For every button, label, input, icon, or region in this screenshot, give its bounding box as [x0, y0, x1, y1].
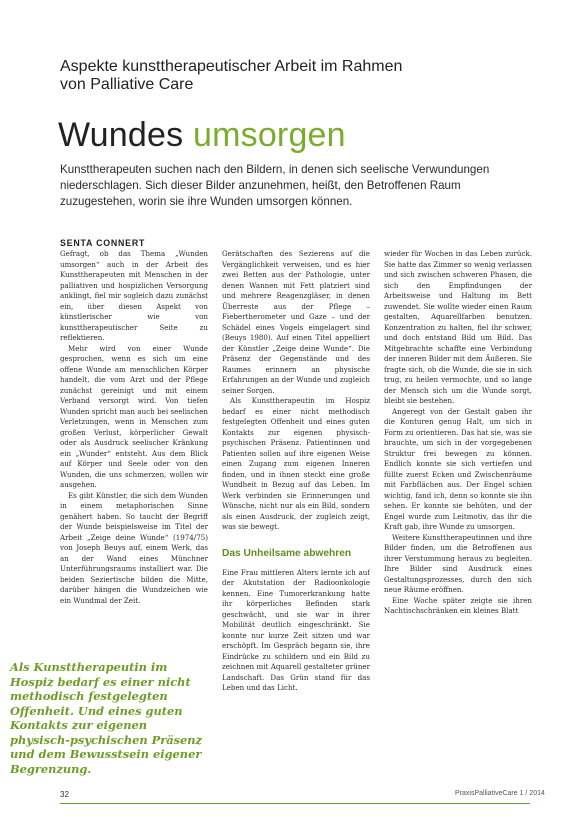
article-title: [58, 116, 346, 154]
col2-paragraph-1: Gerätschaften des Sezierens auf die Vergänglichkeit verweisen, und es hier zwei Betten aus der Pathologie, unter denen Wannen mit Fett platziert sind und mehrere Reagenzgläser, in denen Überreste aus der Pflege – Fiebertherometer und Gaze – und der Schädel eines Vogels eingelagert sind (Beuys 1980). Auf einen Titel appelliert der Künstler „Zeige deine Wunde“. Die Präsenz der Gegenstände und des Raumes erinnern an physische Erfahrungen an der Wunde und zugleich seiner Sorgen.: [222, 249, 370, 395]
pull-quote: Als Kunsttherapeutin im Hospiz bedarf es einer nicht methodisch festgelegten Offenheit. Und eines guten Kontakts zur eigenen physisch-psychischen Präsenz und dem Bewusstsein eigener Begrenzung.: [10, 660, 202, 776]
footer-divider: [60, 803, 530, 804]
col1-paragraph-1: Gefragt, ob das Thema „Wunden umsorgen“ auch in der Arbeit des Kunsttherapeuten mit Menschen in der palliativen und hospizlichen Versorgung anklingt, fiel mir sogleich dazu zunächst ein, über diesen Aspekt von künstlerischer wie von kunsttherapeutischer Seite zu reflektieren.: [60, 249, 208, 342]
col3-paragraph-1: wieder für Wochen in das Leben zurück. Sie hatte das Zimmer so wenig verlassen und sich zwischen schweren Phasen, die sich den Empfindungen der Arbeitsweise und Haltung im Bett zuwendet. Sie wollte wieder einen Raum gestalten, Aquarellfarben benutzen. Konzentration zu halten, fiel ihr schwer, und doch entstand Bild um Bild. Das Mitgebrachte schaffte eine Verbindung der inneren Bilder mit dem Äußeren. Sie fragte sich, ob die Wunde, die sie in sich trug, zu heilen vermochte, und so lange der Mensch sich um die Wunde sorgt, bleibt sie bestehen.: [384, 249, 532, 405]
body-column-3: [384, 249, 532, 809]
col2-paragraph-2: Als Kunsttherapeutin im Hospiz bedarf es einer nicht methodisch festgelegten Offenheit und eines guten Kontakts zur eigenen physisch-psychischen Präsenz. Patientinnen und Patienten sollen auf ihre eigenen Weise einen Zugang zum eigenen Inneren finden, und in ihnen steckt eine große Wundheit in Bezug auf das Leben. Im Werk verbinden sie Erinnerungen und Wünsche, nicht nur als ein Bild, sondern als einen Ausdruck, der zugleich zeigt, was sie bewegt.: [222, 396, 370, 531]
title-word-umsorgen: umsorgen: [192, 116, 346, 154]
col1-paragraph-2: Mehr wird von einer Wunde gesprochen, wenn es sich um eine offene Wunde am menschlichen Körper handelt, die vom Arzt und der Pflege zunächst gereinigt und mit einem Verband versorgt wird. Von tiefen Wunden spricht man auch bei seelischen Verletzungen, wenn in Menschen zum großen Verlust, körperlicher Gewalt oder als Ausdruck seelischer Kränkung ein „Wunder“ entsteht. Aus dem Blick auf Körper und Seele oder von den Wunden, die uns schmerzen, wollen wir ausgehen.: [60, 343, 208, 489]
col3-paragraph-4: Eine Woche später zeigte sie ihren Nachtischschränken ein kleines Blatt: [384, 595, 532, 615]
col3-paragraph-3: Weitere Kunsttherapeutinnen und ihre Bilder finden, um die Betroffenen aus ihrer Verstummung heraus zu begleiten. Ihre Bilder sind Ausdruck eines Gestaltungsprozesses, durch den sich neue Räume eröffnen.: [384, 532, 532, 594]
col1-paragraph-3: Es gibt Künstler, die sich dem Wunden in einem metaphorischen Sinne genähert haben. So taucht der Begriff der Wunde beispielsweise im Titel der Arbeit „Zeige deine Wunde“ (1974/75) von Joseph Beuys auf, einem Werk, das an der Wand eines Münchner Unterführungsraums installiert war. Die beiden Seziertische bilden die Mitte, darüber hängen die Wundzeichen wie ein Wundmal der Zeit.: [60, 490, 208, 605]
kicker-line-1: Aspekte kunsttherapeutischer Arbeit im Rahmen: [60, 58, 403, 75]
article-kicker: [60, 58, 460, 94]
author-byline: SENTA CONNERT: [60, 238, 146, 248]
page-number: 32: [60, 790, 69, 799]
journal-footer: PraxisPalliativeCare 1 / 2014: [455, 790, 545, 797]
title-word-wundes: Wundes: [58, 116, 184, 154]
col2-paragraph-3: Eine Frau mittleren Alters lernte ich auf der Akutstation der Radioonkologie kennen. Eine Tumorerkrankung hatte ihr körperliches Befinden stark geschwächt, und sie war in ihrer Mobilität deutlich eingeschränkt. Sie konnte nur kurze Zeit sitzen und war erschöpft. Im Gespräch begann sie, ihre Eindrücke zu schildern und ein Bild zu zeichnen mit Aquarell gestalteter grüner Landschaft. Das Grün stand für das Leben und das Licht.: [222, 567, 370, 692]
article-intro: Kunsttherapeuten suchen nach den Bildern, in denen sich seelische Verwundungen niederschlagen. Sich dieser Bilder anzunehmen, heißt, den Betroffenen Raum zuzugestehen, worin sie ihre Wunden umsorgen können.: [60, 163, 490, 208]
body-column-1: [60, 249, 208, 639]
section-subheading: Das Unheilsame abwehren: [222, 547, 352, 559]
col3-paragraph-2: Angeregt von der Gestalt gaben ihr die Konturen genug Halt, um sich in Form zu orientieren. Das hat sie, was sie brauchte, um sich in der vorgegebenen Struktur frei bewegen zu können. Endlich konnte sie sich vertiefen und füllte zuerst Ecken und Zwischenräume mit Farbflächen aus. Der Engel schien wichtig, fand ich, denn so konnte sie ihn sehen. Er konnte sie behüten, und der Engel wurde zum Leitmotiv, das ihr die Kraft gab, ihre Wunde zu umsorgen.: [384, 406, 532, 531]
kicker-line-2: von Palliative Care: [60, 76, 194, 93]
body-column-2: [222, 249, 370, 809]
